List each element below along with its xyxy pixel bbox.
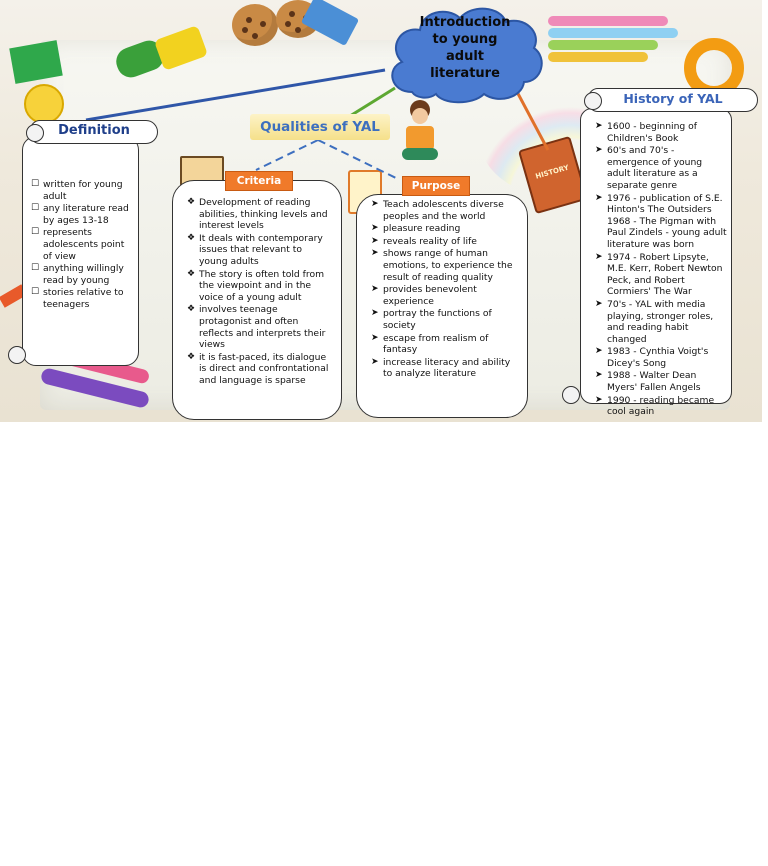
list-item: ➤ 1600 - beginning of Children's Book <box>595 121 698 144</box>
mindmap-canvas <box>0 0 762 422</box>
arrowhead-bullet-icon: ➤ <box>371 308 379 319</box>
list-item: ❖ It deals with contemporary issues that relevant to young adults <box>187 232 323 267</box>
history-list <box>595 121 727 418</box>
arrowhead-bullet-icon: ➤ <box>371 248 379 259</box>
four-diamond-bullet-icon: ❖ <box>187 197 196 207</box>
list-item: ➤ escape from realism of fantasy <box>371 332 489 356</box>
definition-card <box>22 136 139 366</box>
four-diamond-bullet-icon: ❖ <box>187 268 196 279</box>
four-diamond-bullet-icon: ❖ <box>187 351 196 362</box>
arrowhead-bullet-icon: ➤ <box>595 394 603 405</box>
list-item: ☐ anything willingly read by young <box>31 263 124 286</box>
list-item: ❖ involves teenage protagonist and often reflects and interprets their views <box>187 304 326 351</box>
arrowhead-bullet-icon: ➤ <box>595 346 603 357</box>
arrowhead-bullet-icon: ➤ <box>371 284 379 295</box>
definition-title: Definition <box>30 120 158 144</box>
arrowhead-bullet-icon: ➤ <box>595 370 603 381</box>
four-diamond-bullet-icon: ❖ <box>187 304 196 315</box>
list-item: ➤ 70's - YAL with media playing, stronger roles, and reading habit changed <box>595 298 714 345</box>
arrowhead-bullet-icon: ➤ <box>595 251 603 262</box>
criteria-card <box>172 180 342 420</box>
list-item: ➤ increase literacy and ability to analyze literature <box>371 356 511 380</box>
list-item: ❖ Development of reading abilities, thinking levels and interest levels <box>187 197 328 232</box>
list-item: ➤ 1976 - publication of S.E. Hinton's The Outsiders 1968 - The Pigman with Paul Zindels - young adult literature was born <box>595 192 727 250</box>
purpose-card <box>356 194 528 418</box>
list-item: ➤ 1990 - reading became cool again <box>595 394 715 418</box>
square-bullet-icon: ☐ <box>31 179 40 189</box>
criteria-tag: Criteria <box>225 171 293 191</box>
scroll-curl <box>26 124 44 142</box>
four-diamond-bullet-icon: ❖ <box>187 232 196 243</box>
list-item: ➤ 1974 - Robert Lipsyte, M.E. Kerr, Robert Newton Peck, and Robert Cormiers' The War <box>595 251 723 298</box>
list-item: ☐ any literature read by ages 13-18 <box>31 203 129 226</box>
list-item: ➤ pleasure reading <box>371 223 461 235</box>
definition-list <box>31 179 132 311</box>
purpose-list <box>371 199 519 380</box>
title-line: literature <box>430 66 500 81</box>
square-bullet-icon: ☐ <box>31 263 40 274</box>
arrowhead-bullet-icon: ➤ <box>371 332 379 343</box>
list-item: ➤ 60's and 70's - emergence of young adult literature as a separate genre <box>595 145 703 191</box>
qualities-label: Qualities of YAL <box>250 114 390 140</box>
title-line: Introduction <box>419 15 511 30</box>
history-card <box>580 108 732 418</box>
title-line: to young <box>432 32 498 47</box>
line-to-purpose <box>318 140 396 178</box>
scroll-curl <box>8 346 26 364</box>
line-to-criteria <box>256 140 318 170</box>
history-book-label: HISTORY <box>534 163 570 181</box>
square-bullet-icon: ☐ <box>31 287 40 298</box>
arrowhead-bullet-icon: ➤ <box>371 356 379 367</box>
arrowhead-bullet-icon: ➤ <box>371 199 379 209</box>
arrowhead-bullet-icon: ➤ <box>371 235 379 246</box>
arrowhead-bullet-icon: ➤ <box>595 145 603 156</box>
square-bullet-icon: ☐ <box>31 203 40 214</box>
arrowhead-bullet-icon: ➤ <box>595 121 603 131</box>
list-item: ➤ provides benevolent experience <box>371 284 477 307</box>
criteria-list <box>187 197 333 387</box>
history-title: History of YAL <box>588 88 758 112</box>
list-item: ☐ represents adolescents point of view <box>31 227 125 262</box>
list-item: ➤ reveals reality of life <box>371 235 477 247</box>
list-item: ➤ portray the functions of society <box>371 308 492 331</box>
arrowhead-bullet-icon: ➤ <box>595 298 603 309</box>
title-text <box>398 14 532 82</box>
title-line: adult <box>445 49 484 64</box>
list-item: ➤ Teach adolescents diverse peoples and the world <box>371 199 504 222</box>
square-bullet-icon: ☐ <box>31 227 40 238</box>
purpose-tag: Purpose <box>402 176 470 196</box>
list-item: ➤ 1983 - Cynthia Voigt's Dicey's Song <box>595 346 709 369</box>
scroll-curl <box>584 92 602 110</box>
list-item: ❖ The story is often told from the viewpoint and in the voice of a young adult <box>187 268 325 303</box>
arrowhead-bullet-icon: ➤ <box>595 192 603 203</box>
list-item: ➤ shows range of human emotions, to experience the result of reading quality <box>371 248 513 283</box>
scroll-curl <box>562 386 580 404</box>
list-item: ☐ stories relative to teenagers <box>31 287 124 310</box>
line-to-definition <box>86 70 385 120</box>
arrowhead-bullet-icon: ➤ <box>371 223 379 234</box>
list-item: ☐ written for young adult <box>31 179 123 202</box>
list-item: ❖ it is fast-paced, its dialogue is direct and confrontational and language is sparse <box>187 351 329 386</box>
list-item: ➤ 1988 - Walter Dean Myers' Fallen Angels <box>595 370 701 394</box>
